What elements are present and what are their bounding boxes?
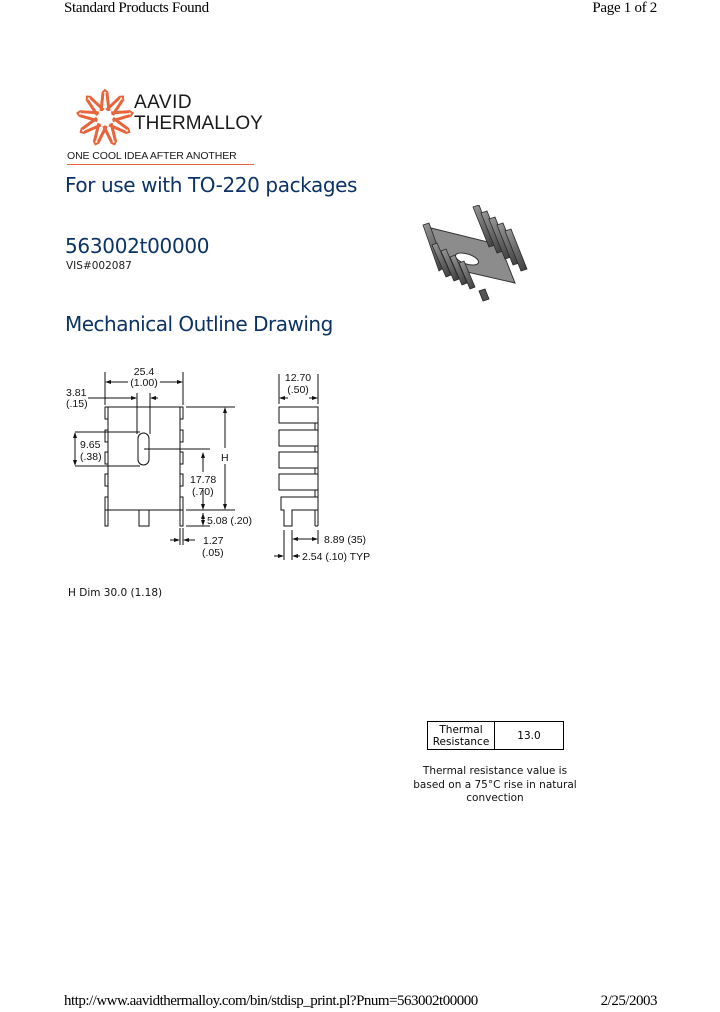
product-title: For use with TO-220 packages bbox=[65, 173, 358, 197]
svg-text:(.50): (.50) bbox=[287, 384, 309, 396]
thermal-resistance-note: Thermal resistance value is based on a 75°C rise in natural convection bbox=[413, 765, 577, 804]
part-number: 563002t00000 bbox=[65, 234, 210, 258]
svg-text:(.70): (.70) bbox=[192, 486, 214, 498]
svg-text:(.38): (.38) bbox=[80, 451, 102, 463]
svg-text:8.89 (35): 8.89 (35) bbox=[324, 534, 367, 546]
front-view-drawing bbox=[60, 360, 260, 570]
logo-divider bbox=[67, 164, 254, 165]
logo-tagline: ONE COOL IDEA AFTER ANOTHER bbox=[67, 150, 237, 162]
side-view-drawing bbox=[260, 360, 390, 570]
thermal-resistance-value: 13.0 bbox=[495, 722, 564, 750]
svg-text:H: H bbox=[221, 452, 229, 464]
svg-text:1.27: 1.27 bbox=[203, 535, 224, 547]
print-footer-url: http://www.aavidthermalloy.com/bin/stdisp_print.pl?Pnum=563002t00000 bbox=[64, 993, 478, 1009]
svg-text:9.65: 9.65 bbox=[80, 439, 101, 451]
vis-number: VIS#002087 bbox=[66, 260, 132, 272]
print-header-page: Page 1 of 2 bbox=[592, 0, 657, 16]
starburst-logo-icon bbox=[75, 88, 135, 148]
svg-text:(.15): (.15) bbox=[66, 398, 88, 410]
svg-text:(1.00): (1.00) bbox=[130, 377, 158, 389]
label-line-2: Resistance bbox=[432, 735, 490, 748]
svg-text:2.54 (.10) TYP: 2.54 (.10) TYP bbox=[302, 551, 371, 563]
thermal-resistance-table bbox=[427, 721, 564, 750]
drawing-heading: Mechanical Outline Drawing bbox=[65, 312, 333, 336]
svg-text:25.4: 25.4 bbox=[133, 366, 155, 378]
h-dimension-note: H Dim 30.0 (1.18) bbox=[68, 587, 163, 599]
print-header-title: Standard Products Found bbox=[64, 0, 209, 16]
table-row bbox=[428, 722, 564, 750]
logo-word-thermalloy: THERMALLOY bbox=[134, 113, 263, 134]
print-footer-date: 2/25/2003 bbox=[600, 993, 657, 1009]
svg-text:5.08 (.20): 5.08 (.20) bbox=[207, 515, 252, 527]
thermal-resistance-label bbox=[428, 722, 495, 750]
svg-text:(.05): (.05) bbox=[202, 547, 224, 559]
logo-word-aavid: AAVID bbox=[134, 92, 193, 113]
svg-text:3.81: 3.81 bbox=[66, 387, 87, 399]
label-line-1: Thermal bbox=[439, 723, 483, 736]
svg-text:12.70: 12.70 bbox=[284, 372, 312, 384]
heatsink-photo bbox=[405, 205, 535, 305]
svg-text:17.78: 17.78 bbox=[190, 474, 217, 486]
